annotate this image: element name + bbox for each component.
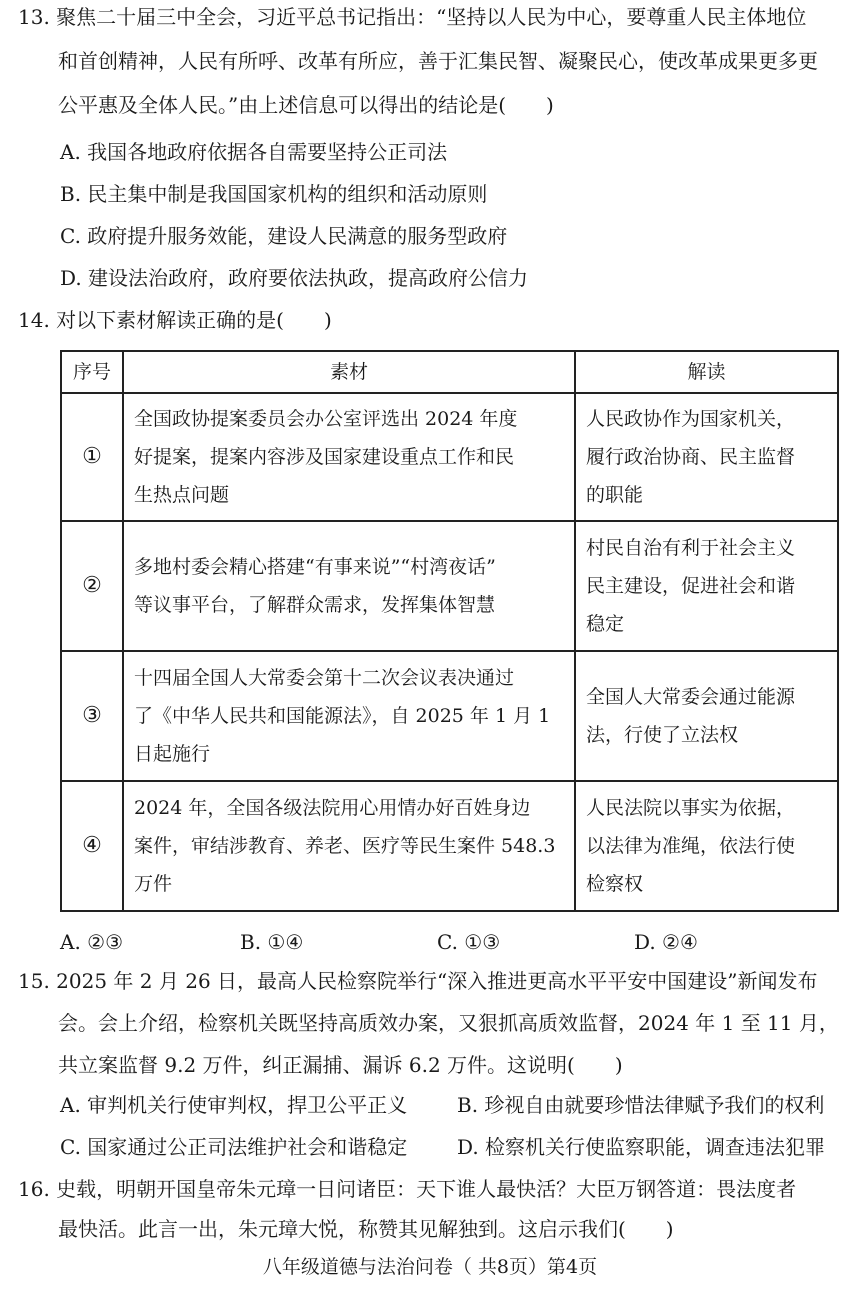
interpretation-line: 法，行使了立法权: [586, 724, 739, 746]
question-13-stem-line-3: 公平惠及全体人民。”由上述信息可以得出的结论是( ): [58, 93, 554, 117]
question-13-stem-line-1: 13. 聚焦二十届三中全会，习近平总书记指出：“坚持以人民为中心，要尊重人民主体地位: [18, 5, 807, 29]
question-15-option-a: A. 审判机关行使审判权，捍卫公平正义: [60, 1093, 408, 1117]
question-14-option-d: D. ②④: [634, 930, 698, 954]
question-15-stem-line-2: 会。会上介绍，检察机关既坚持高质效办案，又狠抓高质效监督，2024 年 1 至 11 月，: [58, 1011, 839, 1035]
question-14-option-a: A. ②③: [60, 930, 124, 954]
question-15-option-c: C. 国家通过公正司法维护社会和谐稳定: [60, 1135, 408, 1159]
table-row: [61, 651, 838, 781]
interpretation-line: 全国人大常委会通过能源: [586, 686, 796, 708]
table-header-row: [61, 351, 838, 393]
question-13-option-b: B. 民主集中制是我国国家机构的组织和活动原则: [60, 182, 488, 206]
row-index: ④: [61, 781, 123, 911]
interpretation-line: 人民政协作为国家机关，: [586, 408, 796, 430]
row-index: ③: [61, 651, 123, 781]
row-material: [123, 651, 575, 781]
material-line: 等议事平台，了解群众需求，发挥集体智慧: [134, 594, 496, 616]
question-16-stem-line-1: 16. 史载，明朝开国皇帝朱元璋一日问诸臣：天下谁人最快活？大臣万钢答道：畏法度者: [18, 1177, 797, 1201]
row-material: [123, 521, 575, 651]
material-line: 了《中华人民共和国能源法》，自 2025 年 1 月 1: [134, 705, 551, 727]
interpretation-line: 的职能: [586, 484, 644, 506]
material-line: 多地村委会精心搭建“有事来说”“村湾夜话”: [134, 556, 496, 578]
interpretation-line: 民主建设，促进社会和谐: [586, 575, 796, 597]
header-material: 素材: [123, 351, 575, 393]
question-15-option-d: D. 检察机关行使监察职能，调查违法犯罪: [457, 1135, 826, 1159]
material-line: 好提案，提案内容涉及国家建设重点工作和民: [134, 446, 515, 468]
interpretation-line: 人民法院以事实为依据，: [586, 797, 796, 819]
question-13-option-d: D. 建设法治政府，政府要依法执政，提高政府公信力: [60, 266, 529, 290]
question-15-stem-line-1: 15. 2025 年 2 月 26 日，最高人民检察院举行“深入推进更高水平平安中国建设”新闻发布: [18, 969, 818, 993]
header-interpretation: 解读: [575, 351, 838, 393]
question-14-stem: 14. 对以下素材解读正确的是( ): [18, 308, 332, 332]
question-13-stem-line-2: 和首创精神，人民有所呼、改革有所应，善于汇集民智、凝聚民心，使改革成果更多更: [58, 49, 818, 73]
table-row: [61, 521, 838, 651]
material-line: 十四届全国人大常委会第十二次会议表决通过: [134, 667, 515, 689]
header-index: 序号: [61, 351, 123, 393]
material-line: 案件，审结涉教育、养老、医疗等民生案件 548.3: [134, 835, 556, 857]
table-row: [61, 781, 838, 911]
interpretation-line: 村民自治有利于社会主义: [586, 537, 796, 559]
material-table: [60, 350, 839, 912]
page-footer: 八年级道德与法治问卷（ 共8页）第4页: [262, 1256, 598, 1278]
material-line: 日起施行: [134, 743, 211, 765]
row-index: ①: [61, 393, 123, 521]
question-15-stem-line-3: 共立案监督 9.2 万件，纠正漏捕、漏诉 6.2 万件。这说明( ): [58, 1053, 623, 1077]
material-line: 生热点问题: [134, 484, 230, 506]
interpretation-line: 检察权: [586, 873, 644, 895]
question-13-option-a: A. 我国各地政府依据各自需要坚持公正司法: [60, 140, 448, 164]
question-14-option-c: C. ①③: [437, 930, 501, 954]
row-interpretation: [575, 781, 838, 911]
row-interpretation: [575, 651, 838, 781]
row-index: ②: [61, 521, 123, 651]
question-13-option-c: C. 政府提升服务效能，建设人民满意的服务型政府: [60, 224, 508, 248]
row-material: [123, 781, 575, 911]
material-line: 万件: [134, 873, 173, 895]
interpretation-line: 以法律为准绳，依法行使: [586, 835, 796, 857]
question-16-stem-line-2: 最快活。此言一出，朱元璋大悦，称赞其见解独到。这启示我们( ): [58, 1217, 674, 1241]
row-material: [123, 393, 575, 521]
table-row: [61, 393, 838, 521]
row-interpretation: [575, 393, 838, 521]
interpretation-line: 稳定: [586, 613, 625, 635]
material-line: 2024 年，全国各级法院用心用情办好百姓身边: [134, 797, 531, 819]
question-15-option-b: B. 珍视自由就要珍惜法律赋予我们的权利: [457, 1093, 825, 1117]
question-14-option-b: B. ①④: [240, 930, 304, 954]
row-interpretation: [575, 521, 838, 651]
interpretation-line: 履行政治协商、民主监督: [586, 446, 796, 468]
material-line: 全国政协提案委员会办公室评选出 2024 年度: [134, 408, 518, 430]
